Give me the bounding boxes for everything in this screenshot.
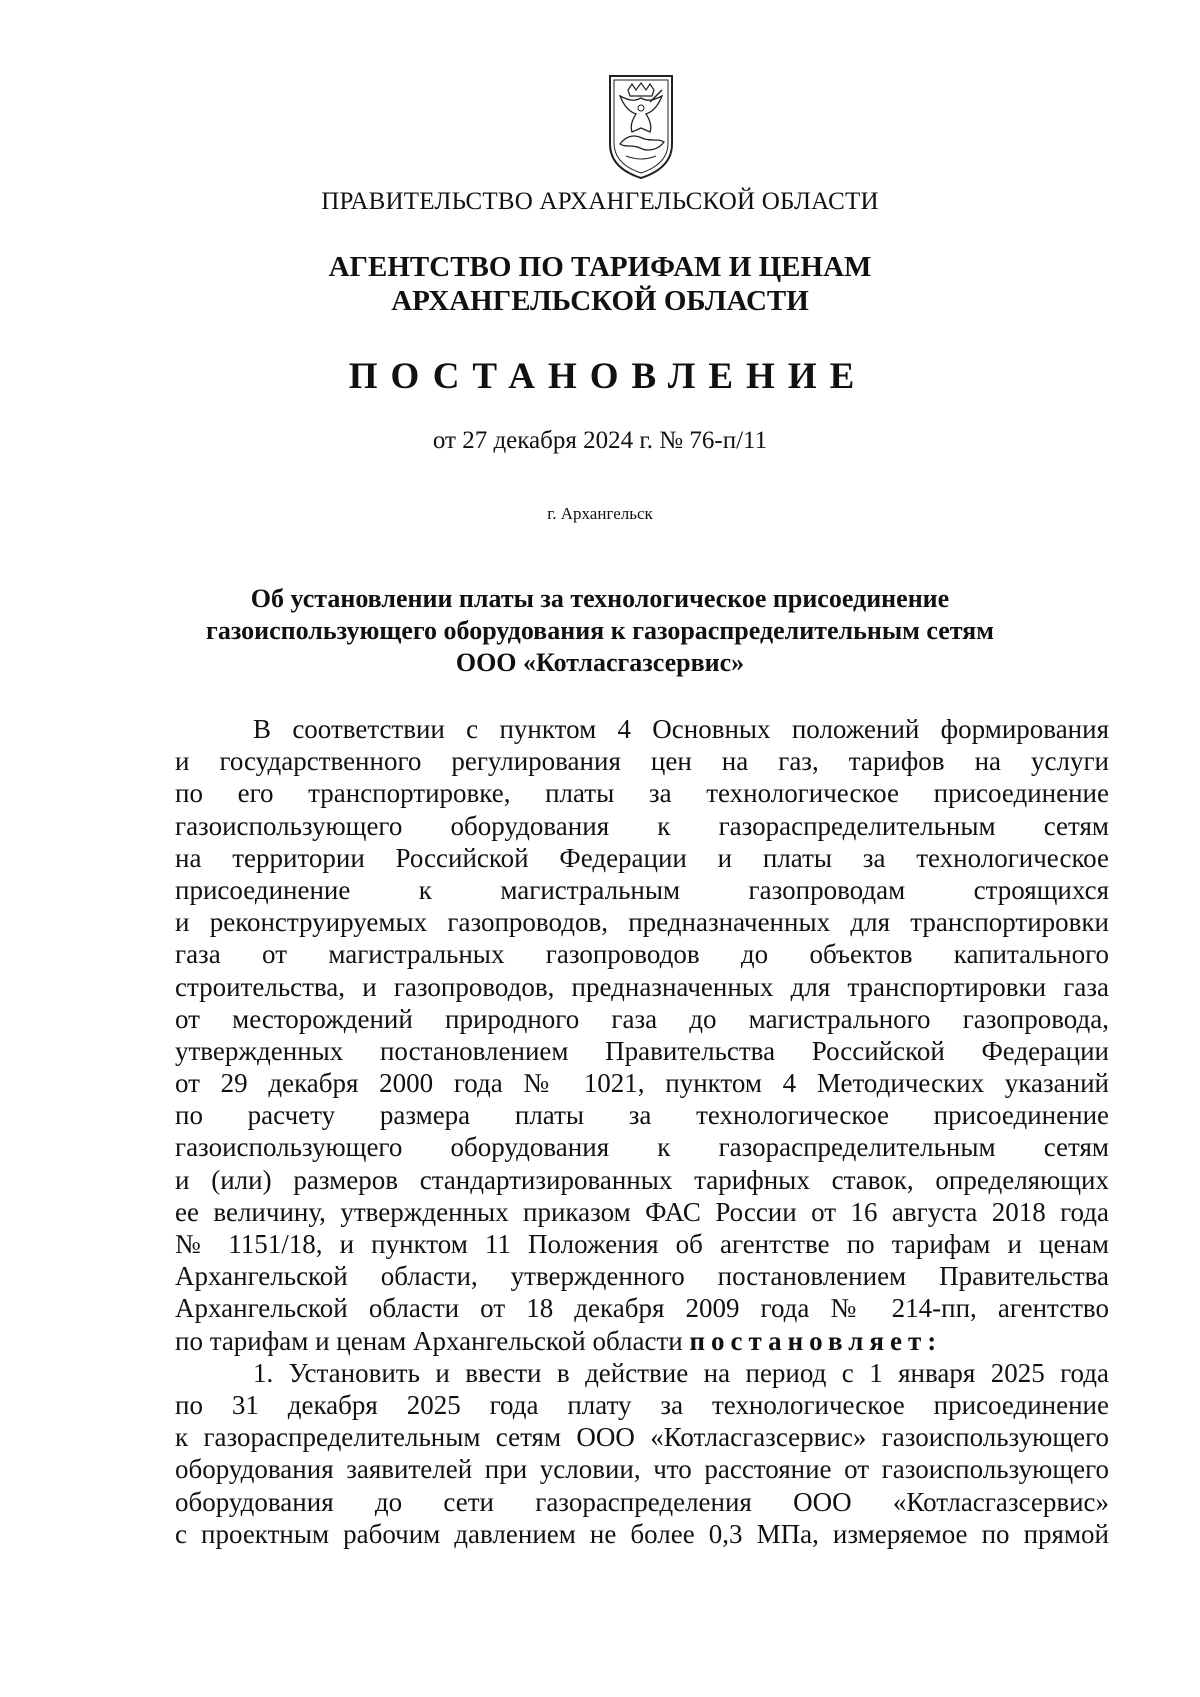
body-line: от 29 декабря 2000 года № 1021, пунктом 4 Методических указаний bbox=[175, 1068, 1109, 1099]
resolves-word: постановляет: bbox=[689, 1325, 943, 1356]
body-line: строительства, и газопроводов, предназначенных для транспортировки газа bbox=[175, 971, 1109, 1002]
coat-of-arms-icon bbox=[606, 72, 676, 182]
body-line: ее величину, утвержденных приказом ФАС России от 16 августа 2018 года bbox=[175, 1196, 1109, 1227]
item-1-line: к газораспределительным сетям ООО «Котласгазсервис» газоиспользующего bbox=[175, 1422, 1109, 1453]
item-1-line: с проектным рабочим давлением не более 0,3 МПа, измеряемое по прямой bbox=[175, 1518, 1109, 1549]
document-type-title: ПОСТАНОВЛЕНИЕ bbox=[348, 356, 868, 397]
coat-of-arms-emblem bbox=[606, 72, 676, 182]
body-line: В соответствии с пунктом 4 Основных положений формирования bbox=[253, 714, 1109, 744]
document-subject bbox=[0, 583, 1200, 679]
body-line: и реконструируемых газопроводов, предназначенных для транспортировки bbox=[175, 907, 1109, 938]
agency-name-line: АГЕНТСТВО ПО ТАРИФАМ И ЦЕНАМ bbox=[328, 251, 872, 283]
body-last-line-text: по тарифам и ценам Архангельской области bbox=[175, 1325, 683, 1356]
body-line: Архангельской области от 18 декабря 2009 года № 214-пп, агентство bbox=[175, 1293, 1109, 1324]
document-body bbox=[175, 713, 1109, 1550]
body-line: по его транспортировке, платы за технологическое присоединение bbox=[175, 778, 1109, 809]
item-1-line: оборудования заявителей при условии, что расстояние от газоиспользующего bbox=[175, 1454, 1109, 1485]
body-line: от месторождений природного газа до магистрального газопровода, bbox=[175, 1003, 1109, 1034]
body-line: и государственного регулирования цен на газ, тарифов на услуги bbox=[175, 746, 1109, 777]
agency-name-line: АРХАНГЕЛЬСКОЙ ОБЛАСТИ bbox=[391, 285, 809, 317]
body-line: утвержденных постановлением Правительства Российской Федерации bbox=[175, 1035, 1109, 1066]
body-line: газа от магистральных газопроводов до объектов капитального bbox=[175, 939, 1109, 970]
item-1-line: оборудования до сети газораспределения ООО «Котласгазсервис» bbox=[175, 1486, 1109, 1517]
body-line: Архангельской области, утвержденного постановлением Правительства bbox=[175, 1261, 1109, 1292]
subject-line: Об установлении платы за технологическое присоединение bbox=[250, 584, 950, 613]
body-line: присоединение к магистральным газопроводам строящихся bbox=[175, 874, 1109, 905]
document-date-number: от 27 декабря 2024 г. № 76-п/11 bbox=[432, 427, 768, 454]
body-line: № 1151/18, и пунктом 11 Положения об агентстве по тарифам и ценам bbox=[175, 1229, 1109, 1259]
body-line: и (или) размеров стандартизированных тарифных ставок, определяющих bbox=[175, 1164, 1109, 1195]
government-name: ПРАВИТЕЛЬСТВО АРХАНГЕЛЬСКОЙ ОБЛАСТИ bbox=[321, 188, 879, 215]
subject-line: ООО «Котласгазсервис» bbox=[455, 648, 745, 677]
item-1-line: по 31 декабря 2025 года плату за технологическое присоединение bbox=[175, 1389, 1109, 1420]
item-1-line: 1. Установить и ввести в действие на период с 1 января 2025 года bbox=[253, 1357, 1109, 1388]
subject-line: газоиспользующего оборудования к газораспределительным сетям bbox=[206, 616, 994, 645]
body-line: газоиспользующего оборудования к газораспределительным сетям bbox=[175, 810, 1109, 841]
document-city: г. Архангельск bbox=[547, 504, 653, 523]
body-line: по расчету размера платы за технологическое присоединение bbox=[175, 1100, 1109, 1131]
agency-name bbox=[0, 250, 1200, 318]
body-last-line bbox=[175, 1325, 1109, 1357]
body-line: газоиспользующего оборудования к газораспределительным сетям bbox=[175, 1132, 1109, 1163]
body-line: на территории Российской Федерации и платы за технологическое bbox=[175, 842, 1109, 873]
